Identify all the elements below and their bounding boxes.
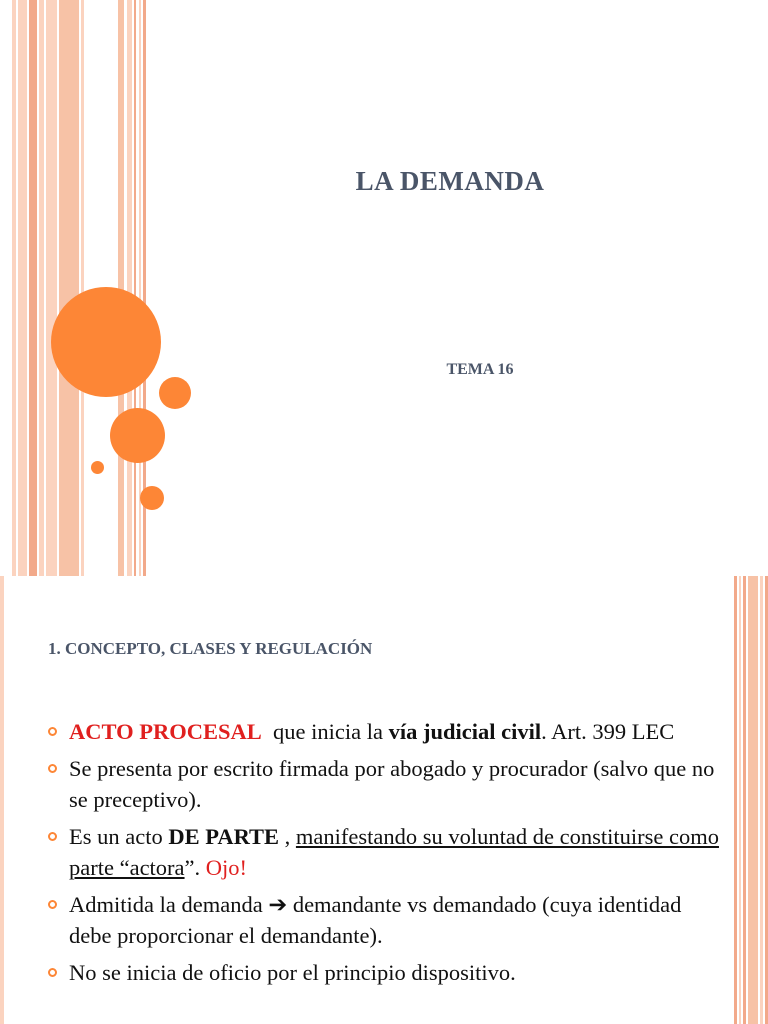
small-circle-decoration	[140, 486, 164, 510]
decorative-stripe	[46, 0, 57, 576]
decorative-stripe	[59, 0, 79, 576]
decorative-stripe	[748, 576, 758, 1024]
slide-subtitle: TEMA 16	[446, 361, 514, 378]
decorative-stripe	[29, 0, 37, 576]
highlight-text: ACTO PROCESAL	[69, 719, 262, 744]
slide-title: LA DEMANDA	[355, 166, 545, 196]
bullet-icon	[48, 764, 57, 773]
decorative-stripe	[139, 0, 141, 576]
text-span: . Art. 399 LEC	[541, 719, 675, 744]
bullet-icon	[48, 832, 57, 841]
text-span: demandante vs demandado (cuya identidad debe proporcionar el demandante).	[69, 892, 682, 948]
text-span: ”.	[184, 855, 206, 880]
text-span: Es un acto	[69, 824, 169, 849]
highlight-text: Ojo!	[205, 855, 248, 880]
decorative-stripe	[39, 0, 44, 576]
text-span: Se presenta por escrito firmada por abogado y procurador (salvo que no se preceptivo).	[69, 756, 715, 812]
arrow-right-icon: ➔	[268, 892, 288, 917]
decorative-stripe	[734, 576, 737, 1024]
decorative-stripe	[743, 576, 746, 1024]
decorative-stripe	[81, 0, 84, 576]
list-item	[48, 716, 728, 747]
decorative-stripe	[18, 0, 27, 576]
list-item	[48, 821, 728, 883]
list-item	[48, 753, 728, 815]
text-span: Admitida la demanda	[69, 892, 269, 917]
bullet-list	[48, 716, 728, 994]
large-circle-decoration	[51, 287, 161, 397]
bullet-icon	[48, 727, 57, 736]
decorative-stripe	[760, 576, 763, 1024]
bold-text: DE PARTE	[168, 824, 280, 849]
text-span: No se inicia de oficio por el principio dispositivo.	[69, 960, 516, 985]
section-title: 1. CONCEPTO, CLASES Y REGULACIÓN	[48, 639, 373, 658]
bullet-icon	[48, 900, 57, 909]
decorative-stripe	[134, 0, 136, 576]
text-span: ,	[279, 824, 296, 849]
list-item	[48, 889, 728, 951]
list-item	[48, 957, 728, 988]
bullet-icon	[48, 968, 57, 977]
decorative-stripe	[0, 576, 4, 1024]
medium-circle-decoration	[110, 408, 165, 463]
small-circle-decoration	[159, 377, 191, 409]
content-slide	[0, 576, 768, 1024]
decorative-stripe	[127, 0, 132, 576]
tiny-circle-decoration	[91, 461, 104, 474]
decorative-stripe	[12, 0, 16, 576]
bold-text: vía judicial civil	[388, 719, 542, 744]
text-span: que inicia la	[261, 719, 389, 744]
underlined-text: manifestando su voluntad de constituirse como parte “actora	[69, 824, 719, 880]
decorative-stripe	[739, 576, 741, 1024]
